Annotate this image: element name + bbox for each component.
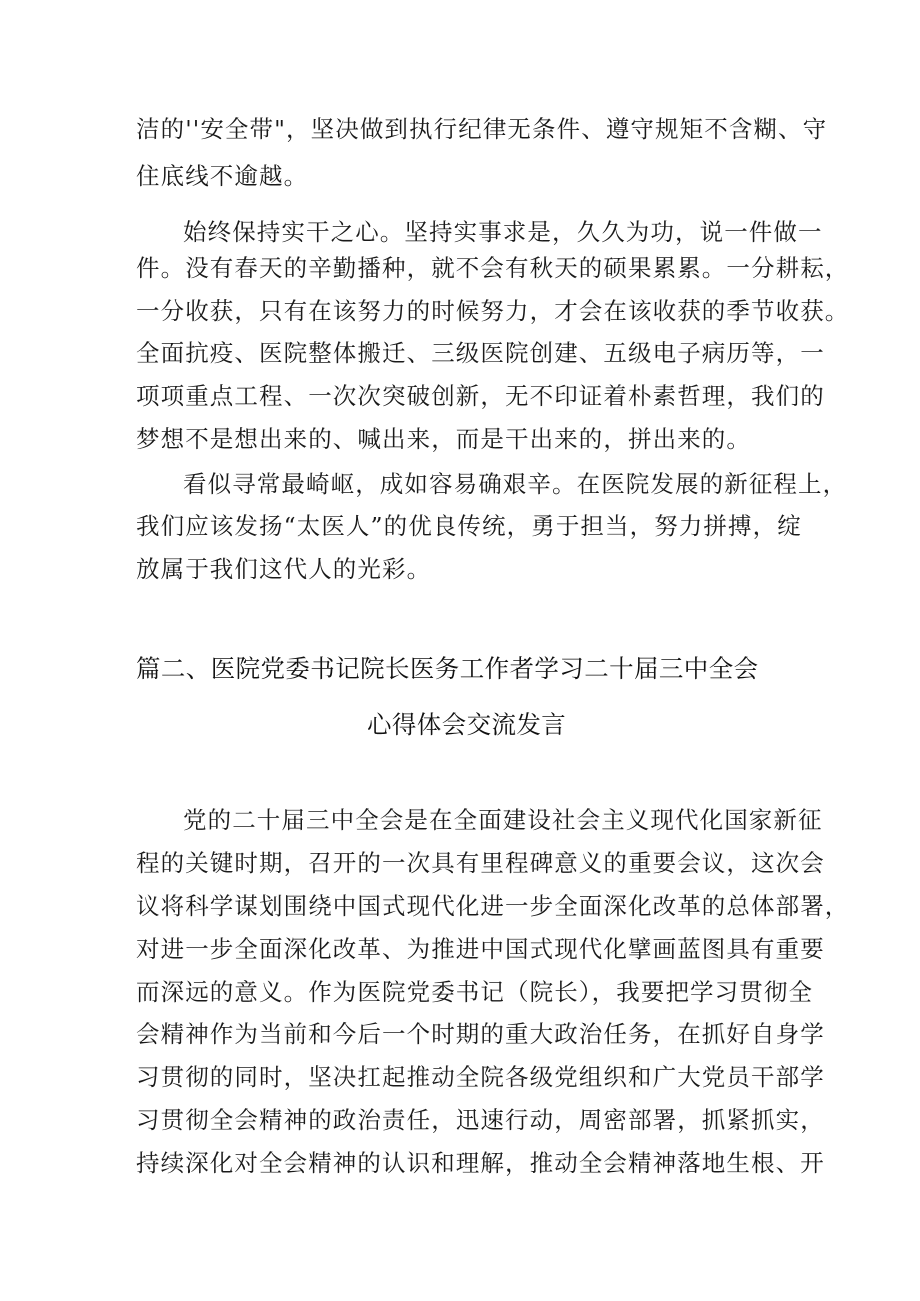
body-text-line: 一分收获，只有在该努力的时候努力，才会在该收获的季节收获。 [136,297,850,325]
body-text-line: 放属于我们这代人的光彩。 [136,555,432,583]
body-text-line: 洁的''安全带"，坚决做到执行纪律无条件、遵守规矩不含糊、守 [136,115,828,143]
section-title: 篇二、医院党委书记院长医务工作者学习二十届三中全会 [136,654,759,683]
body-text-line: 党的二十届三中全会是在全面建设社会主义现代化国家新征 [183,806,823,834]
body-text-line: 项项重点工程、一次次突破创新，无不印证着朴素哲理，我们的 [136,382,825,410]
body-text-line: 习贯彻全会精神的政治责任，迅速行动，周密部署，抓紧抓实， [136,1106,825,1134]
body-text-line: 会精神作为当前和今后一个时期的重大政治任务，在抓好自身学 [136,1020,825,1048]
body-text-line: 住底线不逾越。 [136,162,309,190]
section-title: 心得体会交流发言 [367,710,567,739]
body-text-line: 持续深化对全会精神的认识和理解，推动全会精神落地生根、开 [136,1149,825,1177]
body-text-line: 看似寻常最崎岖，成如容易确艰辛。在医院发展的新征程上， [183,470,848,498]
body-text-line: 我们应该发扬“太医人”的优良传统，勇于担当，努力拼搏，绽 [136,512,802,540]
body-text-line: 对进一步全面深化改革、为推进中国式现代化擘画蓝图具有重要 [136,935,825,963]
body-text-line: 而深远的意义。作为医院党委书记（院长），我要把学习贯彻全 [136,978,814,1006]
body-text-line: 梦想不是想出来的、喊出来，而是干出来的，拼出来的。 [136,425,751,453]
body-text-line: 议将科学谋划围绕中国式现代化进一步全面深化改革的总体部署， [136,892,850,920]
body-text-line: 全面抗疫、医院整体搬迁、三级医院创建、五级电子病历等，一 [136,339,825,367]
body-text-line: 习贯彻的同时，坚决扛起推动全院各级党组织和广大党员干部学 [136,1063,825,1091]
body-text-line: 件。没有春天的辛勤播种，就不会有秋天的硕果累累。一分耕耘， [136,254,850,282]
body-text-line: 程的关键时期，召开的一次具有里程碑意义的重要会议，这次会 [136,849,825,877]
body-text-line: 始终保持实干之心。坚持实事求是，久久为功，说一件做一 [183,218,823,246]
